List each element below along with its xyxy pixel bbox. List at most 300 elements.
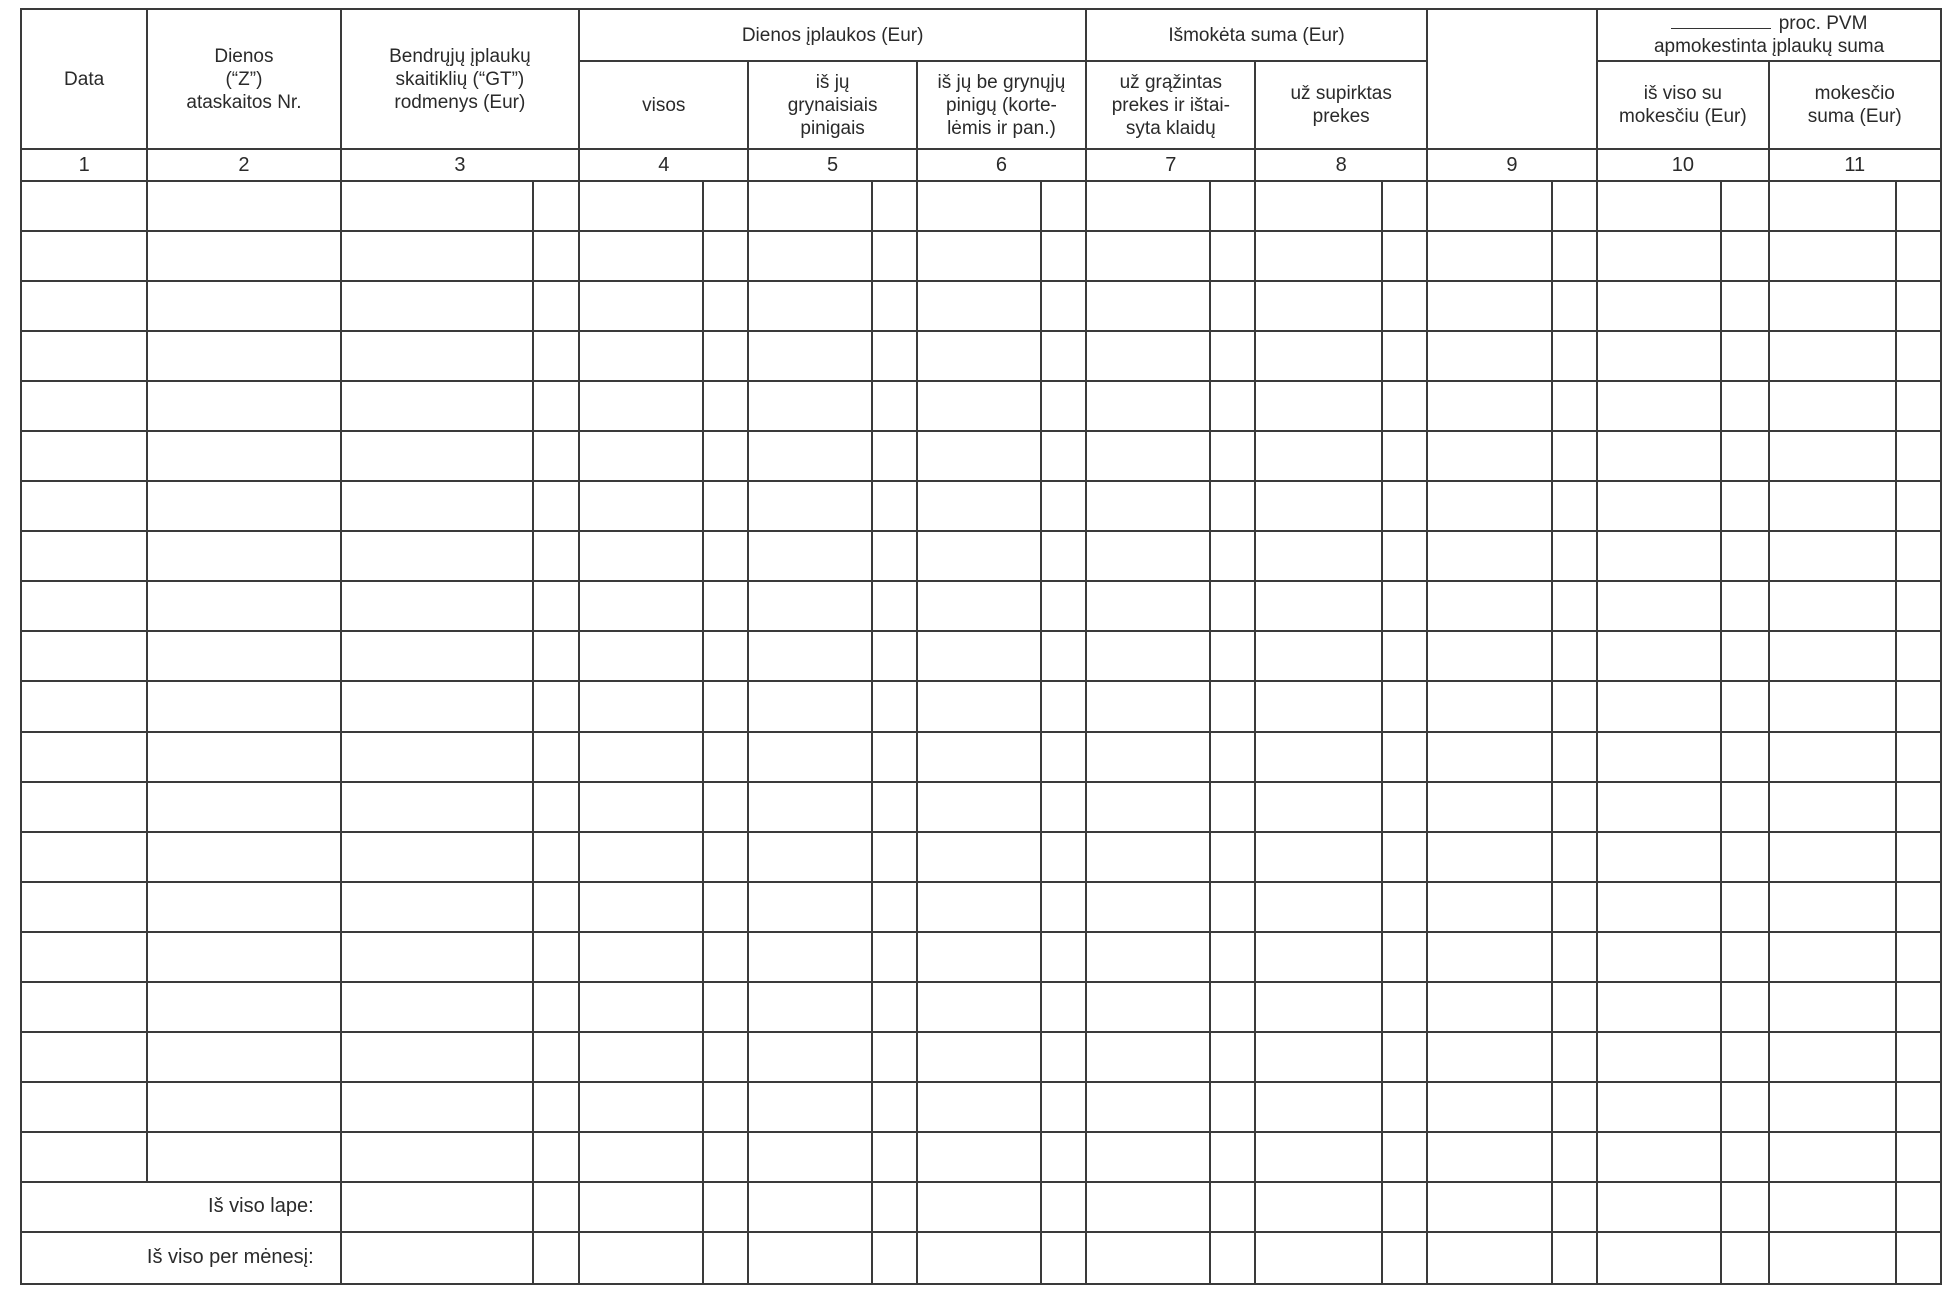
entry-cell[interactable] <box>341 832 533 882</box>
entry-cell[interactable] <box>533 431 579 481</box>
entry-cell[interactable] <box>872 431 917 481</box>
entry-cell[interactable] <box>748 581 871 631</box>
entry-cell[interactable] <box>1552 1082 1597 1132</box>
entry-cell[interactable] <box>341 681 533 731</box>
entry-cell[interactable] <box>1552 581 1597 631</box>
entry-cell[interactable] <box>1896 531 1941 581</box>
entry-cell[interactable] <box>703 932 748 982</box>
entry-cell[interactable] <box>147 782 340 832</box>
entry-cell[interactable] <box>748 832 871 882</box>
entry-cell[interactable] <box>1086 982 1210 1032</box>
entry-cell[interactable] <box>341 231 533 281</box>
entry-cell[interactable] <box>748 1182 871 1232</box>
entry-cell[interactable] <box>1041 1132 1086 1182</box>
entry-cell[interactable] <box>147 982 340 1032</box>
entry-cell[interactable] <box>1427 882 1552 932</box>
entry-cell[interactable] <box>1210 1132 1255 1182</box>
entry-cell[interactable] <box>1382 982 1427 1032</box>
entry-cell[interactable] <box>341 531 533 581</box>
entry-cell[interactable] <box>1769 531 1896 581</box>
entry-cell[interactable] <box>748 631 871 681</box>
entry-cell[interactable] <box>533 631 579 681</box>
entry-cell[interactable] <box>748 882 871 932</box>
entry-cell[interactable] <box>1041 381 1086 431</box>
entry-cell[interactable] <box>1210 331 1255 381</box>
entry-cell[interactable] <box>1255 431 1381 481</box>
entry-cell[interactable] <box>1041 732 1086 782</box>
entry-cell[interactable] <box>1721 581 1768 631</box>
entry-cell[interactable] <box>21 1082 147 1132</box>
entry-cell[interactable] <box>1382 231 1427 281</box>
entry-cell[interactable] <box>1427 1082 1552 1132</box>
entry-cell[interactable] <box>872 1082 917 1132</box>
entry-cell[interactable] <box>872 331 917 381</box>
entry-cell[interactable] <box>21 1132 147 1182</box>
entry-cell[interactable] <box>341 1082 533 1132</box>
entry-cell[interactable] <box>872 782 917 832</box>
entry-cell[interactable] <box>1086 1182 1210 1232</box>
entry-cell[interactable] <box>703 331 748 381</box>
entry-cell[interactable] <box>1597 1232 1721 1284</box>
entry-cell[interactable] <box>1769 631 1896 681</box>
entry-cell[interactable] <box>1210 581 1255 631</box>
entry-cell[interactable] <box>748 1132 871 1182</box>
entry-cell[interactable] <box>703 531 748 581</box>
entry-cell[interactable] <box>147 581 340 631</box>
entry-cell[interactable] <box>21 832 147 882</box>
entry-cell[interactable] <box>1552 331 1597 381</box>
entry-cell[interactable] <box>1597 982 1721 1032</box>
entry-cell[interactable] <box>1041 331 1086 381</box>
entry-cell[interactable] <box>1210 1032 1255 1082</box>
entry-cell[interactable] <box>1041 481 1086 531</box>
entry-cell[interactable] <box>872 832 917 882</box>
entry-cell[interactable] <box>1255 281 1381 331</box>
entry-cell[interactable] <box>533 281 579 331</box>
entry-cell[interactable] <box>1210 1082 1255 1132</box>
entry-cell[interactable] <box>1721 782 1768 832</box>
entry-cell[interactable] <box>917 481 1041 531</box>
entry-cell[interactable] <box>579 782 703 832</box>
entry-cell[interactable] <box>147 481 340 531</box>
entry-cell[interactable] <box>147 431 340 481</box>
entry-cell[interactable] <box>21 281 147 331</box>
entry-cell[interactable] <box>1552 1232 1597 1284</box>
entry-cell[interactable] <box>1086 481 1210 531</box>
entry-cell[interactable] <box>1721 531 1768 581</box>
entry-cell[interactable] <box>1769 832 1896 882</box>
entry-cell[interactable] <box>147 1132 340 1182</box>
entry-cell[interactable] <box>21 331 147 381</box>
entry-cell[interactable] <box>579 1132 703 1182</box>
entry-cell[interactable] <box>748 431 871 481</box>
entry-cell[interactable] <box>872 732 917 782</box>
entry-cell[interactable] <box>1896 331 1941 381</box>
entry-cell[interactable] <box>703 832 748 882</box>
entry-cell[interactable] <box>579 932 703 982</box>
entry-cell[interactable] <box>1210 631 1255 681</box>
entry-cell[interactable] <box>1382 882 1427 932</box>
entry-cell[interactable] <box>748 1232 871 1284</box>
entry-cell[interactable] <box>1255 882 1381 932</box>
entry-cell[interactable] <box>1255 681 1381 731</box>
entry-cell[interactable] <box>1721 1032 1768 1082</box>
entry-cell[interactable] <box>1896 581 1941 631</box>
entry-cell[interactable] <box>1255 331 1381 381</box>
entry-cell[interactable] <box>533 531 579 581</box>
entry-cell[interactable] <box>1086 231 1210 281</box>
entry-cell[interactable] <box>147 732 340 782</box>
entry-cell[interactable] <box>1427 181 1552 231</box>
entry-cell[interactable] <box>1255 1032 1381 1082</box>
entry-cell[interactable] <box>21 181 147 231</box>
entry-cell[interactable] <box>1382 832 1427 882</box>
entry-cell[interactable] <box>1597 431 1721 481</box>
entry-cell[interactable] <box>1597 1032 1721 1082</box>
entry-cell[interactable] <box>579 1182 703 1232</box>
entry-cell[interactable] <box>1896 832 1941 882</box>
entry-cell[interactable] <box>533 1032 579 1082</box>
entry-cell[interactable] <box>917 1182 1041 1232</box>
entry-cell[interactable] <box>533 381 579 431</box>
entry-cell[interactable] <box>703 1132 748 1182</box>
entry-cell[interactable] <box>872 982 917 1032</box>
entry-cell[interactable] <box>579 631 703 681</box>
entry-cell[interactable] <box>1255 231 1381 281</box>
entry-cell[interactable] <box>147 1082 340 1132</box>
entry-cell[interactable] <box>1382 732 1427 782</box>
entry-cell[interactable] <box>533 982 579 1032</box>
entry-cell[interactable] <box>147 531 340 581</box>
entry-cell[interactable] <box>579 281 703 331</box>
entry-cell[interactable] <box>1041 281 1086 331</box>
entry-cell[interactable] <box>748 982 871 1032</box>
entry-cell[interactable] <box>1721 732 1768 782</box>
entry-cell[interactable] <box>1597 1082 1721 1132</box>
entry-cell[interactable] <box>703 1032 748 1082</box>
entry-cell[interactable] <box>748 331 871 381</box>
entry-cell[interactable] <box>872 1032 917 1082</box>
entry-cell[interactable] <box>1382 381 1427 431</box>
entry-cell[interactable] <box>748 231 871 281</box>
entry-cell[interactable] <box>1769 1032 1896 1082</box>
entry-cell[interactable] <box>1086 631 1210 681</box>
entry-cell[interactable] <box>1255 932 1381 982</box>
entry-cell[interactable] <box>1086 531 1210 581</box>
entry-cell[interactable] <box>1382 1182 1427 1232</box>
entry-cell[interactable] <box>1721 231 1768 281</box>
entry-cell[interactable] <box>1896 1232 1941 1284</box>
entry-cell[interactable] <box>1255 1132 1381 1182</box>
entry-cell[interactable] <box>1086 1082 1210 1132</box>
entry-cell[interactable] <box>917 331 1041 381</box>
entry-cell[interactable] <box>917 631 1041 681</box>
entry-cell[interactable] <box>1597 832 1721 882</box>
entry-cell[interactable] <box>1086 1232 1210 1284</box>
entry-cell[interactable] <box>1896 1082 1941 1132</box>
entry-cell[interactable] <box>1255 1232 1381 1284</box>
entry-cell[interactable] <box>748 1082 871 1132</box>
entry-cell[interactable] <box>341 281 533 331</box>
entry-cell[interactable] <box>917 681 1041 731</box>
entry-cell[interactable] <box>1210 681 1255 731</box>
entry-cell[interactable] <box>748 531 871 581</box>
entry-cell[interactable] <box>1597 1132 1721 1182</box>
entry-cell[interactable] <box>1427 481 1552 531</box>
entry-cell[interactable] <box>748 681 871 731</box>
entry-cell[interactable] <box>1086 581 1210 631</box>
entry-cell[interactable] <box>1896 882 1941 932</box>
entry-cell[interactable] <box>1597 681 1721 731</box>
entry-cell[interactable] <box>1210 882 1255 932</box>
entry-cell[interactable] <box>703 381 748 431</box>
entry-cell[interactable] <box>1769 1082 1896 1132</box>
entry-cell[interactable] <box>1086 381 1210 431</box>
entry-cell[interactable] <box>872 281 917 331</box>
entry-cell[interactable] <box>1086 1032 1210 1082</box>
entry-cell[interactable] <box>1721 1232 1768 1284</box>
entry-cell[interactable] <box>1427 1182 1552 1232</box>
entry-cell[interactable] <box>1597 882 1721 932</box>
entry-cell[interactable] <box>1041 1232 1086 1284</box>
entry-cell[interactable] <box>1210 1232 1255 1284</box>
entry-cell[interactable] <box>703 732 748 782</box>
entry-cell[interactable] <box>1597 631 1721 681</box>
entry-cell[interactable] <box>917 1132 1041 1182</box>
entry-cell[interactable] <box>1427 932 1552 982</box>
entry-cell[interactable] <box>1427 431 1552 481</box>
entry-cell[interactable] <box>579 481 703 531</box>
entry-cell[interactable] <box>917 231 1041 281</box>
entry-cell[interactable] <box>1896 481 1941 531</box>
entry-cell[interactable] <box>1210 531 1255 581</box>
entry-cell[interactable] <box>147 882 340 932</box>
entry-cell[interactable] <box>1597 932 1721 982</box>
entry-cell[interactable] <box>1041 832 1086 882</box>
entry-cell[interactable] <box>1427 1032 1552 1082</box>
entry-cell[interactable] <box>1721 882 1768 932</box>
entry-cell[interactable] <box>341 782 533 832</box>
entry-cell[interactable] <box>579 1082 703 1132</box>
entry-cell[interactable] <box>147 331 340 381</box>
entry-cell[interactable] <box>341 431 533 481</box>
entry-cell[interactable] <box>147 932 340 982</box>
entry-cell[interactable] <box>579 581 703 631</box>
entry-cell[interactable] <box>1552 832 1597 882</box>
entry-cell[interactable] <box>1255 181 1381 231</box>
entry-cell[interactable] <box>1597 481 1721 531</box>
entry-cell[interactable] <box>1597 331 1721 381</box>
entry-cell[interactable] <box>917 531 1041 581</box>
entry-cell[interactable] <box>533 581 579 631</box>
entry-cell[interactable] <box>703 281 748 331</box>
entry-cell[interactable] <box>147 631 340 681</box>
entry-cell[interactable] <box>341 1032 533 1082</box>
entry-cell[interactable] <box>579 381 703 431</box>
entry-cell[interactable] <box>1721 431 1768 481</box>
entry-cell[interactable] <box>1427 1232 1552 1284</box>
entry-cell[interactable] <box>872 681 917 731</box>
entry-cell[interactable] <box>21 631 147 681</box>
entry-cell[interactable] <box>703 782 748 832</box>
entry-cell[interactable] <box>703 1182 748 1232</box>
entry-cell[interactable] <box>1086 932 1210 982</box>
entry-cell[interactable] <box>1255 732 1381 782</box>
entry-cell[interactable] <box>1896 1132 1941 1182</box>
entry-cell[interactable] <box>1041 681 1086 731</box>
entry-cell[interactable] <box>1086 431 1210 481</box>
entry-cell[interactable] <box>703 481 748 531</box>
entry-cell[interactable] <box>341 181 533 231</box>
entry-cell[interactable] <box>341 732 533 782</box>
entry-cell[interactable] <box>1255 531 1381 581</box>
entry-cell[interactable] <box>579 431 703 481</box>
entry-cell[interactable] <box>1552 481 1597 531</box>
entry-cell[interactable] <box>1427 1132 1552 1182</box>
entry-cell[interactable] <box>147 1032 340 1082</box>
entry-cell[interactable] <box>1427 381 1552 431</box>
entry-cell[interactable] <box>533 1232 579 1284</box>
entry-cell[interactable] <box>341 882 533 932</box>
entry-cell[interactable] <box>1427 531 1552 581</box>
entry-cell[interactable] <box>1552 782 1597 832</box>
entry-cell[interactable] <box>1210 381 1255 431</box>
entry-cell[interactable] <box>341 331 533 381</box>
entry-cell[interactable] <box>579 231 703 281</box>
entry-cell[interactable] <box>1721 982 1768 1032</box>
entry-cell[interactable] <box>1255 1082 1381 1132</box>
entry-cell[interactable] <box>533 1132 579 1182</box>
entry-cell[interactable] <box>579 1232 703 1284</box>
entry-cell[interactable] <box>1086 181 1210 231</box>
vat-rate-blank[interactable] <box>1671 28 1771 29</box>
entry-cell[interactable] <box>1041 631 1086 681</box>
entry-cell[interactable] <box>1769 1132 1896 1182</box>
entry-cell[interactable] <box>703 581 748 631</box>
entry-cell[interactable] <box>1382 281 1427 331</box>
entry-cell[interactable] <box>917 782 1041 832</box>
entry-cell[interactable] <box>1041 882 1086 932</box>
entry-cell[interactable] <box>533 932 579 982</box>
entry-cell[interactable] <box>341 932 533 982</box>
entry-cell[interactable] <box>1382 1232 1427 1284</box>
entry-cell[interactable] <box>1382 1132 1427 1182</box>
entry-cell[interactable] <box>1721 932 1768 982</box>
entry-cell[interactable] <box>1382 1032 1427 1082</box>
entry-cell[interactable] <box>1041 1082 1086 1132</box>
entry-cell[interactable] <box>1769 732 1896 782</box>
entry-cell[interactable] <box>748 782 871 832</box>
entry-cell[interactable] <box>1255 1182 1381 1232</box>
entry-cell[interactable] <box>533 732 579 782</box>
entry-cell[interactable] <box>1210 732 1255 782</box>
entry-cell[interactable] <box>1597 381 1721 431</box>
entry-cell[interactable] <box>1382 481 1427 531</box>
entry-cell[interactable] <box>1427 832 1552 882</box>
entry-cell[interactable] <box>748 381 871 431</box>
entry-cell[interactable] <box>872 1232 917 1284</box>
entry-cell[interactable] <box>1896 431 1941 481</box>
entry-cell[interactable] <box>703 1232 748 1284</box>
entry-cell[interactable] <box>1721 1132 1768 1182</box>
entry-cell[interactable] <box>1086 832 1210 882</box>
entry-cell[interactable] <box>1769 481 1896 531</box>
entry-cell[interactable] <box>579 531 703 581</box>
entry-cell[interactable] <box>1552 431 1597 481</box>
entry-cell[interactable] <box>917 732 1041 782</box>
entry-cell[interactable] <box>1255 631 1381 681</box>
entry-cell[interactable] <box>1041 982 1086 1032</box>
entry-cell[interactable] <box>1896 181 1941 231</box>
entry-cell[interactable] <box>917 381 1041 431</box>
entry-cell[interactable] <box>1769 281 1896 331</box>
entry-cell[interactable] <box>917 281 1041 331</box>
entry-cell[interactable] <box>1597 181 1721 231</box>
entry-cell[interactable] <box>1041 932 1086 982</box>
entry-cell[interactable] <box>341 1132 533 1182</box>
entry-cell[interactable] <box>1041 231 1086 281</box>
entry-cell[interactable] <box>1552 1132 1597 1182</box>
entry-cell[interactable] <box>1255 782 1381 832</box>
entry-cell[interactable] <box>1896 982 1941 1032</box>
entry-cell[interactable] <box>703 231 748 281</box>
entry-cell[interactable] <box>748 932 871 982</box>
entry-cell[interactable] <box>1255 832 1381 882</box>
entry-cell[interactable] <box>1769 331 1896 381</box>
entry-cell[interactable] <box>579 1032 703 1082</box>
entry-cell[interactable] <box>1721 331 1768 381</box>
entry-cell[interactable] <box>533 481 579 531</box>
entry-cell[interactable] <box>703 431 748 481</box>
entry-cell[interactable] <box>1896 1032 1941 1082</box>
entry-cell[interactable] <box>872 1132 917 1182</box>
entry-cell[interactable] <box>1041 181 1086 231</box>
entry-cell[interactable] <box>917 882 1041 932</box>
entry-cell[interactable] <box>1896 281 1941 331</box>
entry-cell[interactable] <box>1552 631 1597 681</box>
entry-cell[interactable] <box>1597 281 1721 331</box>
entry-cell[interactable] <box>1896 1182 1941 1232</box>
entry-cell[interactable] <box>341 381 533 431</box>
entry-cell[interactable] <box>579 832 703 882</box>
entry-cell[interactable] <box>1382 1082 1427 1132</box>
entry-cell[interactable] <box>1552 732 1597 782</box>
entry-cell[interactable] <box>1552 681 1597 731</box>
entry-cell[interactable] <box>533 181 579 231</box>
entry-cell[interactable] <box>1210 982 1255 1032</box>
entry-cell[interactable] <box>1721 1082 1768 1132</box>
entry-cell[interactable] <box>1769 982 1896 1032</box>
entry-cell[interactable] <box>1210 1182 1255 1232</box>
entry-cell[interactable] <box>748 181 871 231</box>
entry-cell[interactable] <box>147 681 340 731</box>
entry-cell[interactable] <box>1255 381 1381 431</box>
entry-cell[interactable] <box>917 982 1041 1032</box>
entry-cell[interactable] <box>1382 681 1427 731</box>
entry-cell[interactable] <box>579 732 703 782</box>
entry-cell[interactable] <box>1896 381 1941 431</box>
entry-cell[interactable] <box>1721 832 1768 882</box>
entry-cell[interactable] <box>1769 1232 1896 1284</box>
entry-cell[interactable] <box>1086 1132 1210 1182</box>
entry-cell[interactable] <box>341 982 533 1032</box>
entry-cell[interactable] <box>917 581 1041 631</box>
entry-cell[interactable] <box>579 181 703 231</box>
entry-cell[interactable] <box>1896 932 1941 982</box>
entry-cell[interactable] <box>1255 982 1381 1032</box>
entry-cell[interactable] <box>1086 681 1210 731</box>
entry-cell[interactable] <box>21 782 147 832</box>
